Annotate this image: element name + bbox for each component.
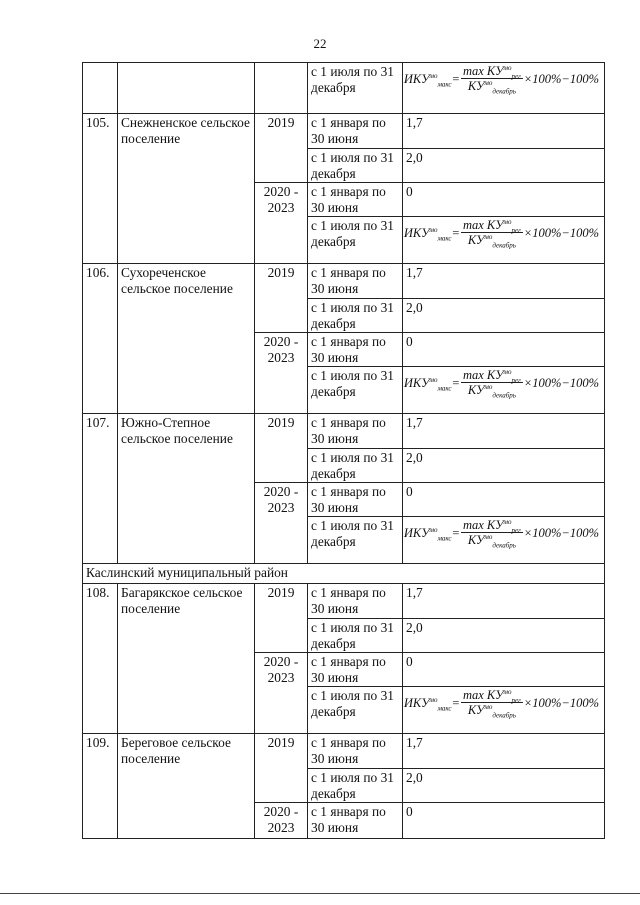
- value-cell: 1,7: [403, 414, 605, 449]
- year-cell: 2019: [255, 264, 308, 333]
- value-cell: 2,0: [403, 449, 605, 483]
- value-cell: 1,7: [403, 734, 605, 769]
- period-cell: с 1 июля по 31 декабря: [308, 619, 403, 653]
- table-row: [83, 734, 605, 769]
- formula-cell: [403, 687, 605, 734]
- value-cell: 0: [403, 333, 605, 367]
- formula-numerator: $\max КУ^{мо}_{рег}$: [462, 687, 521, 705]
- period-cell: с 1 января по 30 июня: [308, 333, 403, 367]
- period-cell: с 1 июля по 31 декабря: [308, 299, 403, 333]
- year-cell: 2019: [255, 414, 308, 483]
- formula-fraction: [461, 217, 523, 250]
- formula-tail: ×100%−100%: [523, 71, 599, 86]
- period-cell: с 1 января по 30 июня: [308, 183, 403, 217]
- formula-denominator: $КУ^{мо}_{декабрь}$: [467, 382, 516, 400]
- index-formula: [403, 367, 601, 400]
- formula-equals: =: [451, 695, 460, 710]
- period-cell: с 1 января по 30 июня: [308, 803, 403, 839]
- formula-cell: [403, 517, 605, 564]
- value-cell: 2,0: [403, 149, 605, 183]
- period-cell: с 1 января по 30 июня: [308, 114, 403, 149]
- value-cell: 2,0: [403, 619, 605, 653]
- period-cell: с 1 июля по 31 декабря: [308, 517, 403, 564]
- year-cell: 2020 - 2023: [255, 333, 308, 414]
- num-cell: [83, 63, 118, 114]
- settlement-name: Береговое сельское поселение: [118, 734, 255, 839]
- page-number: 22: [313, 36, 327, 51]
- table-row: [83, 63, 605, 114]
- period-cell: с 1 января по 30 июня: [308, 264, 403, 299]
- value-cell: 1,7: [403, 584, 605, 619]
- formula-denominator: $КУ^{мо}_{декабрь}$: [467, 232, 516, 250]
- formula-tail: ×100%−100%: [523, 695, 599, 710]
- entry-number: 105.: [83, 114, 118, 264]
- section-row: [83, 564, 605, 584]
- period-cell: с 1 января по 30 июня: [308, 584, 403, 619]
- formula-fraction: [461, 63, 523, 96]
- year-cell: 2020 - 2023: [255, 653, 308, 734]
- formula-equals: =: [451, 71, 460, 86]
- tariff-index-table: [82, 62, 605, 839]
- value-cell: 0: [403, 803, 605, 839]
- settlement-name: Снежненское сельское поселение: [118, 114, 255, 264]
- year-cell: 2019: [255, 734, 308, 803]
- period-cell: с 1 июля по 31 декабря: [308, 769, 403, 803]
- name-cell: [118, 63, 255, 114]
- formula-denominator: $КУ^{мо}_{декабрь}$: [467, 78, 516, 96]
- value-cell: 1,7: [403, 114, 605, 149]
- formula-numerator: $\max КУ^{мо}_{рег}$: [462, 367, 521, 385]
- formula-cell: [403, 217, 605, 264]
- period-cell: с 1 июля по 31 декабря: [308, 687, 403, 734]
- value-cell: 0: [403, 183, 605, 217]
- year-cell: [255, 63, 308, 114]
- formula-lhs: $ИКУ^{мо}_{макс}$: [403, 525, 452, 542]
- entry-number: 107.: [83, 414, 118, 564]
- value-cell: 0: [403, 653, 605, 687]
- index-formula: [403, 517, 601, 550]
- formula-cell: [403, 367, 605, 414]
- entry-number: 109.: [83, 734, 118, 839]
- period-cell: с 1 июля по 31 декабря: [308, 63, 403, 114]
- settlement-name: Сухореченское сельское поселение: [118, 264, 255, 414]
- formula-tail: ×100%−100%: [523, 375, 599, 390]
- formula-lhs: $ИКУ^{мо}_{макс}$: [403, 375, 452, 392]
- period-cell: с 1 июля по 31 декабря: [308, 367, 403, 414]
- formula-fraction: [461, 517, 523, 550]
- formula-lhs: $ИКУ^{мо}_{макс}$: [403, 225, 452, 242]
- period-cell: с 1 июля по 31 декабря: [308, 149, 403, 183]
- index-formula: [403, 63, 601, 96]
- formula-denominator: $КУ^{мо}_{декабрь}$: [467, 702, 516, 720]
- period-cell: с 1 января по 30 июня: [308, 734, 403, 769]
- settlement-name: Багарякское сельское поселение: [118, 584, 255, 734]
- formula-denominator: $КУ^{мо}_{декабрь}$: [467, 532, 516, 550]
- formula-tail: ×100%−100%: [523, 525, 599, 540]
- page-bottom-line: [0, 893, 640, 894]
- index-formula: [403, 217, 601, 250]
- year-cell: 2020 - 2023: [255, 483, 308, 564]
- table-row: [83, 584, 605, 619]
- year-cell: 2019: [255, 114, 308, 183]
- year-cell: 2020 - 2023: [255, 803, 308, 839]
- value-cell: 1,7: [403, 264, 605, 299]
- period-cell: с 1 января по 30 июня: [308, 653, 403, 687]
- entry-number: 106.: [83, 264, 118, 414]
- period-cell: с 1 января по 30 июня: [308, 414, 403, 449]
- formula-fraction: [461, 367, 523, 400]
- value-cell: 2,0: [403, 769, 605, 803]
- formula-numerator: $\max КУ^{мо}_{рег}$: [462, 517, 521, 535]
- table-row: [83, 114, 605, 149]
- formula-cell: [403, 63, 605, 114]
- formula-tail: ×100%−100%: [523, 225, 599, 240]
- table-row: [83, 414, 605, 449]
- index-formula: [403, 687, 601, 720]
- formula-numerator: $\max КУ^{мо}_{рег}$: [462, 63, 521, 81]
- formula-lhs: $ИКУ^{мо}_{макс}$: [403, 695, 452, 712]
- formula-equals: =: [451, 225, 460, 240]
- formula-equals: =: [451, 375, 460, 390]
- period-cell: с 1 июля по 31 декабря: [308, 449, 403, 483]
- formula-equals: =: [451, 525, 460, 540]
- period-cell: с 1 января по 30 июня: [308, 483, 403, 517]
- year-cell: 2020 - 2023: [255, 183, 308, 264]
- entry-number: 108.: [83, 584, 118, 734]
- formula-lhs: $ИКУ^{мо}_{макс}$: [403, 71, 452, 88]
- section-title: Каслинский муниципальный район: [83, 564, 605, 584]
- formula-numerator: $\max КУ^{мо}_{рег}$: [462, 217, 521, 235]
- period-cell: с 1 июля по 31 декабря: [308, 217, 403, 264]
- value-cell: 2,0: [403, 299, 605, 333]
- table-row: [83, 264, 605, 299]
- value-cell: 0: [403, 483, 605, 517]
- year-cell: 2019: [255, 584, 308, 653]
- formula-fraction: [461, 687, 523, 720]
- settlement-name: Южно-Степное сельское поселение: [118, 414, 255, 564]
